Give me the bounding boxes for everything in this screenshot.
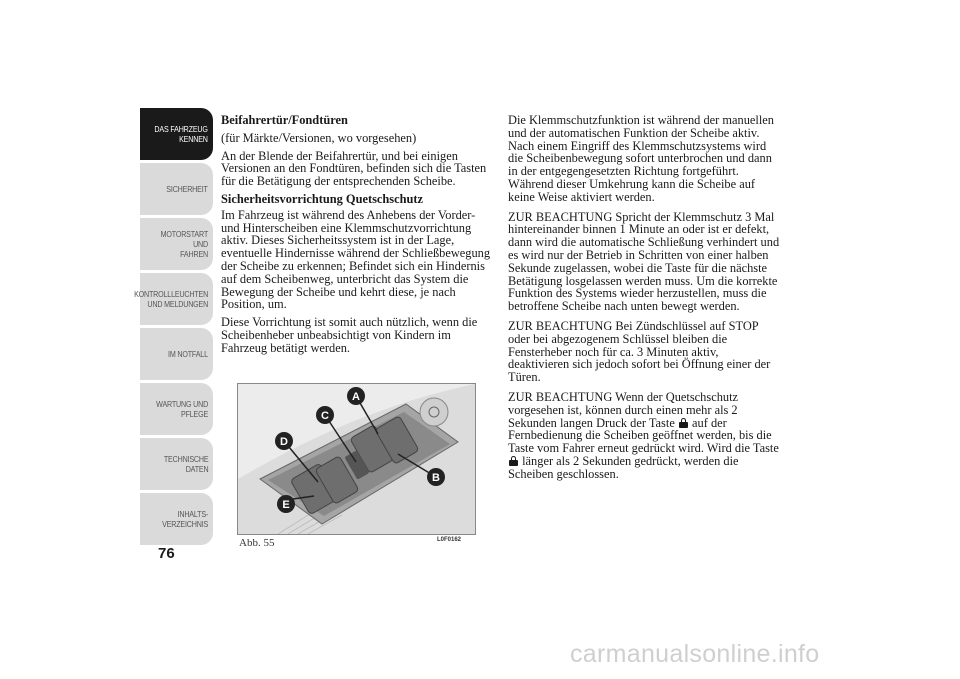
sidebar-tab-inhaltsverzeichnis[interactable] — [140, 493, 213, 545]
paragraph-part: länger als 2 Sekunden gedrückt, werden die Scheiben geschlossen. — [508, 453, 739, 481]
sidebar-tab-im-notfall[interactable] — [140, 328, 213, 380]
sidebar-tab-technische-daten[interactable] — [140, 438, 213, 490]
chapter-sidebar — [133, 108, 213, 548]
figure-label-b: B — [432, 472, 440, 484]
paragraph-part: ZUR BEACHTUNG Wenn der Quetschschutz vorgesehen ist, können durch einen mehr als 2 Sekunden langen Druck der Taste — [508, 389, 739, 430]
right-column — [508, 114, 780, 486]
left-column — [221, 114, 493, 360]
sidebar-tab-label: SICHERHEIT — [166, 184, 208, 194]
sidebar-tab-label: WARTUNG UND PFLEGE — [156, 399, 208, 419]
paragraph: ZUR BEACHTUNG Bei Zündschlüssel auf STOP oder bei abgezogenem Schlüssel bleiben die Fensterheber noch für ca. 3 Minuten aktiv, deaktivieren sich jedoch sofort bei Öffnung einer der Türen. — [508, 318, 771, 385]
sidebar-tab-label: DAS FAHRZEUG KENNEN — [154, 124, 208, 144]
figure-label-e: E — [282, 499, 290, 511]
sidebar-tab-label: KONTROLLLEUCHTEN UND MELDUNGEN — [133, 289, 208, 309]
sidebar-tab-label: INHALTS- VERZEICHNIS — [162, 509, 208, 529]
section-heading: Beifahrertür/Fondtüren — [221, 113, 348, 127]
section-subheading: (für Märkte/Versionen, wo vorgesehen) — [221, 130, 417, 145]
window-switch-illustration — [238, 384, 475, 534]
lock-icon — [679, 418, 688, 428]
lock-icon — [509, 456, 518, 466]
sidebar-tab-motorstart-und-fahren[interactable] — [140, 218, 213, 270]
figure-code: L0F0162 — [437, 537, 462, 543]
sidebar-tab-label: TECHNISCHE DATEN — [163, 454, 208, 474]
window-switch-figure — [237, 383, 476, 535]
sidebar-tab-sicherheit[interactable] — [140, 163, 213, 215]
paragraph-remote-key — [508, 391, 780, 481]
watermark: carmanualsonline.info — [570, 640, 820, 668]
sidebar-tab-das-fahrzeug-kennen[interactable] — [140, 108, 213, 160]
paragraph-part: auf der Fernbedienung die Scheiben geöffnet werden, bis die Taste vom Fahrer erneut gedrückt wird. Wird die Taste — [508, 415, 779, 456]
sidebar-tab-wartung-und-pflege[interactable] — [140, 383, 213, 435]
paragraph: ZUR BEACHTUNG Spricht der Klemmschutz 3 Mal hintereinander binnen 1 Minute an oder ist er defekt, dann wird die automatische Schließung verhindert und es wird nur der Betrieb in Schritten von einer halben Sekunde zugelassen, wobei die Taste für die nächste Betätigung losgelassen werden muss. Um die korrekte Funktion des Systems wieder herzustellen, muss die betroffene Scheibe nach unten bewegt werden. — [508, 209, 780, 314]
sidebar-tab-label: MOTORSTART UND FAHREN — [160, 229, 208, 259]
section-heading: Sicherheitsvorrichtung Quetschschutz — [221, 191, 424, 206]
paragraph: Im Fahrzeug ist während des Anhebens der Vorder- und Hinterscheiben eine Klemmschutzvorrichtung aktiv. Dieses Sicherheitssystem ist in der Lage, eventuelle Hindernisse während der Schließbewegung der Scheibe zu erkennen; Befindet sich ein Hindernis auf dem Scheibenweg, unterbricht das System die Bewegung der Scheibe und kehrt diese, je nach Position, um. — [221, 207, 491, 312]
paragraph: Die Klemmschutzfunktion ist während der manuellen und der automatischen Funktion der Scheibe aktiv. Nach einem Eingriff des Klemmschutzsystems wird die Scheibenbewegung sofort unterbrochen und dann in der entgegengesetzten Richtung fortgeführt. Während dieser Umkehrung kann die Scheibe auf keine Weise aktiviert werden. — [508, 113, 774, 204]
paragraph: An der Blende der Beifahrertür, und bei einigen Versionen an den Fondtüren, befinden sich die Tasten für die Betätigung der entsprechenden Scheibe. — [221, 148, 487, 189]
paragraph: Diese Vorrichtung ist somit auch nützlich, wenn die Scheibenheber unbeabsichtigt von Kindern im Fahrzeug betätigt werden. — [221, 315, 478, 355]
figure-caption: Abb. 55 — [239, 537, 275, 549]
figure-label-a: A — [352, 391, 360, 403]
sidebar-tab-kontrollleuchten[interactable] — [133, 273, 213, 325]
figure-label-d: D — [280, 436, 288, 448]
page-number: 76 — [158, 545, 175, 562]
sidebar-tab-label: IM NOTFALL — [168, 349, 208, 359]
figure-label-c: C — [321, 410, 329, 422]
